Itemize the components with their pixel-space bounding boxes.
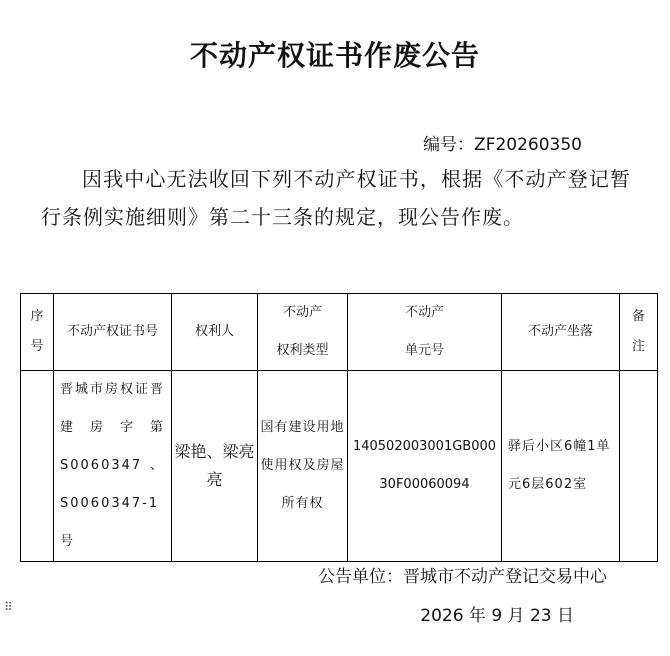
drag-handle-icon[interactable]: ⠿ (4, 600, 13, 614)
header-holder: 权利人 (172, 294, 258, 371)
page-title: 不动产权证书作废公告 (189, 39, 480, 72)
header-right-type: 不动产 权利类型 (258, 294, 348, 371)
header-unit-no: 不动产 单元号 (348, 294, 502, 371)
certificate-table (20, 293, 658, 562)
announcement-paragraph: 因我中心无法收回下列不动产权证书，根据《不动产登记暂行条例实施细则》第二十三条的规定，现公告作废。 (41, 167, 631, 229)
table-header-row (21, 294, 658, 371)
issuer-line: 公告单位：晋城市不动产登记交易中心 (318, 567, 607, 587)
cell-location: 驿后小区6幢1单元6层602室 (502, 371, 620, 562)
header-location: 不动产坐落 (502, 294, 620, 371)
cell-remark (620, 371, 658, 562)
cell-right-type: 国有建设用地使用权及房屋所有权 (258, 371, 348, 562)
document-number: 编号：ZF20260350 (423, 135, 582, 155)
header-seq: 序号 (21, 294, 54, 371)
header-cert-no: 不动产权证书号 (54, 294, 172, 371)
header-remark: 备注 (620, 294, 658, 371)
cell-cert-no: 晋城市房权证晋建房字第S0060347、S0060347-1号 (54, 371, 172, 562)
cell-holder: 梁艳、梁亮亮 (172, 371, 258, 562)
cell-unit-no: 140502003001GB00030F00060094 (348, 371, 502, 562)
table-row (21, 371, 658, 562)
cell-seq (21, 371, 54, 562)
date-line: 2026 年 9 月 23 日 (420, 606, 574, 626)
